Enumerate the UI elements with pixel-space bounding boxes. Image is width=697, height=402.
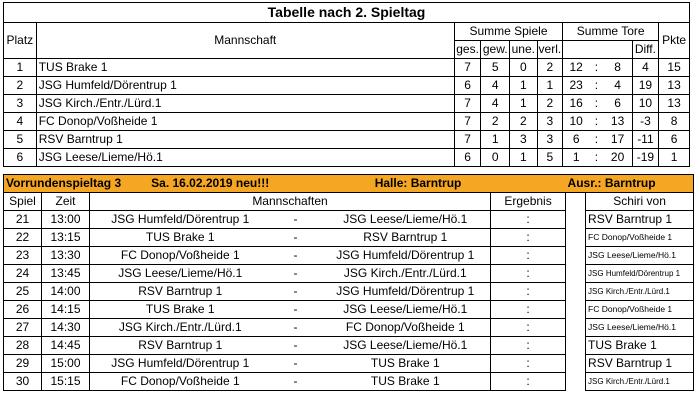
game-gap [566, 229, 586, 247]
standings-tore-plus: 10 [563, 113, 590, 131]
standings-une: 1 [510, 149, 538, 167]
standings-diff: -3 [632, 113, 659, 131]
standings-une: 3 [510, 131, 538, 149]
game-referee: FC Donop/Voßheide 1 [586, 229, 694, 247]
standings-tore-sep: : [589, 59, 603, 77]
standings-verl: 1 [537, 77, 563, 95]
game-row [4, 301, 694, 319]
standings-row [4, 77, 690, 95]
game-dash: - [271, 211, 321, 229]
standings-tore-plus: 16 [563, 95, 590, 113]
standings-ges: 6 [454, 77, 481, 95]
game-result: : [491, 283, 566, 301]
game-referee: TUS Brake 1 [586, 337, 694, 355]
standings-tore-minus: 6 [604, 95, 633, 113]
header-ges: ges. [454, 41, 481, 59]
standings-verl: 2 [537, 95, 563, 113]
game-time: 15:15 [42, 373, 90, 391]
game-gap [566, 247, 586, 265]
standings-ges: 6 [454, 149, 481, 167]
game-time: 13:15 [42, 229, 90, 247]
standings-tore-minus: 20 [604, 149, 633, 167]
header-diff: Diff. [632, 41, 659, 59]
game-row [4, 211, 694, 229]
game-number: 30 [4, 373, 42, 391]
game-result: : [491, 319, 566, 337]
banner-ausr: Ausr.: Barntrup [566, 175, 694, 193]
standings-verl: 2 [537, 59, 563, 77]
standings-row [4, 59, 690, 77]
game-away-team: RSV Barntrup 1 [321, 229, 491, 247]
banner-spieltag: Vorrundenspieltag 3 [6, 176, 122, 190]
game-dash: - [271, 373, 321, 391]
game-time: 14:00 [42, 283, 90, 301]
game-referee: RSV Barntrup 1 [586, 211, 694, 229]
game-time: 14:15 [42, 301, 90, 319]
game-away-team: TUS Brake 1 [321, 373, 491, 391]
standings-une: 2 [510, 113, 538, 131]
game-number: 25 [4, 283, 42, 301]
game-away-team: JSG Humfeld/Dörentrup 1 [321, 283, 491, 301]
game-gap [566, 283, 586, 301]
header-pkte: Pkte [659, 23, 690, 59]
game-away-team: JSG Leese/Lieme/Hö.1 [321, 301, 491, 319]
banner [4, 175, 271, 193]
standings-gew: 2 [481, 113, 510, 131]
game-result: : [491, 211, 566, 229]
standings-tore-minus: 17 [604, 131, 633, 149]
standings-tore-sep: : [589, 95, 603, 113]
standings-verl: 3 [537, 131, 563, 149]
standings-row [4, 149, 690, 167]
game-gap [566, 373, 586, 391]
header-gap [566, 193, 586, 211]
standings-une: 0 [510, 59, 538, 77]
header-summe-spiele: Summe Spiele [454, 23, 562, 41]
schedule-table [3, 174, 694, 391]
game-result: : [491, 301, 566, 319]
game-time: 13:00 [42, 211, 90, 229]
standings-pkte: 13 [659, 77, 690, 95]
game-row [4, 355, 694, 373]
standings-title: Tabelle nach 2. Spieltag [4, 3, 690, 23]
game-gap [566, 355, 586, 373]
standings-tore-minus: 8 [604, 59, 633, 77]
standings-une: 1 [510, 77, 538, 95]
game-home-team: JSG Humfeld/Dörentrup 1 [90, 355, 271, 373]
standings-row [4, 131, 690, 149]
standings-platz: 4 [4, 113, 37, 131]
game-row [4, 283, 694, 301]
game-result: : [491, 265, 566, 283]
standings-tore-sep: : [589, 77, 603, 95]
standings-tore-plus: 23 [563, 77, 590, 95]
game-gap [566, 301, 586, 319]
standings-tore-plus: 12 [563, 59, 590, 77]
game-time: 14:45 [42, 337, 90, 355]
standings-platz: 1 [4, 59, 37, 77]
standings-diff: 10 [632, 95, 659, 113]
standings-platz: 3 [4, 95, 37, 113]
standings-ges: 7 [454, 95, 481, 113]
standings-ges: 7 [454, 131, 481, 149]
standings-diff: 19 [632, 77, 659, 95]
game-row [4, 319, 694, 337]
standings-ges: 7 [454, 113, 481, 131]
game-dash: - [271, 283, 321, 301]
standings-team: JSG Kirch./Entr./Lürd.1 [36, 95, 454, 113]
banner-halle: Halle: Barntrup [271, 175, 566, 193]
game-result: : [491, 229, 566, 247]
game-number: 22 [4, 229, 42, 247]
game-home-team: FC Donop/Voßheide 1 [90, 373, 271, 391]
game-referee: JSG Kirch./Entr./Lürd.1 [586, 283, 694, 301]
game-referee: RSV Barntrup 1 [586, 355, 694, 373]
game-dash: - [271, 355, 321, 373]
standings-gew: 4 [481, 95, 510, 113]
standings-team: RSV Barntrup 1 [36, 131, 454, 149]
game-time: 14:30 [42, 319, 90, 337]
game-referee: JSG Leese/Lieme/Hö.1 [586, 247, 694, 265]
standings-une: 1 [510, 95, 538, 113]
game-number: 26 [4, 301, 42, 319]
standings-tore-sep: : [589, 113, 603, 131]
header-mannschaften: Mannschaften [90, 193, 491, 211]
game-number: 24 [4, 265, 42, 283]
game-gap [566, 265, 586, 283]
game-dash: - [271, 265, 321, 283]
game-away-team: TUS Brake 1 [321, 355, 491, 373]
game-referee: JSG Leese/Lieme/Hö.1 [586, 319, 694, 337]
standings-gew: 1 [481, 131, 510, 149]
header-gew: gew. [481, 41, 510, 59]
game-result: : [491, 355, 566, 373]
game-number: 21 [4, 211, 42, 229]
header-mannschaft: Mannschaft [36, 23, 454, 59]
standings-tore-sep: : [589, 131, 603, 149]
header-zeit: Zeit [42, 193, 90, 211]
game-time: 13:30 [42, 247, 90, 265]
game-dash: - [271, 337, 321, 355]
header-tore-blank [563, 41, 632, 59]
game-dash: - [271, 229, 321, 247]
game-referee: JSG Humfeld/Dörentrup 1 [586, 265, 694, 283]
standings-row [4, 95, 690, 113]
standings-verl: 3 [537, 113, 563, 131]
game-dash: - [271, 301, 321, 319]
header-ergebnis: Ergebnis [491, 193, 566, 211]
standings-team: JSG Humfeld/Dörentrup 1 [36, 77, 454, 95]
standings-tore-plus: 6 [563, 131, 590, 149]
standings-diff: -11 [632, 131, 659, 149]
standings-pkte: 1 [659, 149, 690, 167]
game-home-team: JSG Leese/Lieme/Hö.1 [90, 265, 271, 283]
game-home-team: FC Donop/Voßheide 1 [90, 247, 271, 265]
game-home-team: TUS Brake 1 [90, 229, 271, 247]
game-gap [566, 337, 586, 355]
header-summe-tore: Summe Tore [563, 23, 659, 41]
standings-pkte: 13 [659, 95, 690, 113]
game-gap [566, 211, 586, 229]
game-away-team: JSG Leese/Lieme/Hö.1 [321, 211, 491, 229]
game-home-team: RSV Barntrup 1 [90, 283, 271, 301]
standings-row [4, 113, 690, 131]
standings-tore-sep: : [589, 149, 603, 167]
standings-verl: 5 [537, 149, 563, 167]
standings-pkte: 8 [659, 113, 690, 131]
game-referee: FC Donop/Voßheide 1 [586, 301, 694, 319]
standings-platz: 2 [4, 77, 37, 95]
game-row [4, 337, 694, 355]
header-une: une. [510, 41, 538, 59]
standings-pkte: 15 [659, 59, 690, 77]
game-number: 29 [4, 355, 42, 373]
standings-ges: 7 [454, 59, 481, 77]
game-dash: - [271, 247, 321, 265]
game-number: 28 [4, 337, 42, 355]
standings-diff: 4 [632, 59, 659, 77]
game-dash: - [271, 319, 321, 337]
header-spiel: Spiel [4, 193, 42, 211]
game-away-team: JSG Humfeld/Dörentrup 1 [321, 247, 491, 265]
game-referee: JSG Kirch./Entr./Lürd.1 [586, 373, 694, 391]
game-away-team: FC Donop/Voßheide 1 [321, 319, 491, 337]
standings-platz: 6 [4, 149, 37, 167]
game-number: 23 [4, 247, 42, 265]
standings-tore-minus: 4 [604, 77, 633, 95]
standings-platz: 5 [4, 131, 37, 149]
banner-datum: Sa. 16.02.2019 neu!!! [151, 176, 270, 190]
game-result: : [491, 247, 566, 265]
standings-gew: 0 [481, 149, 510, 167]
header-verl: verl. [537, 41, 563, 59]
game-number: 27 [4, 319, 42, 337]
game-time: 15:00 [42, 355, 90, 373]
game-result: : [491, 373, 566, 391]
standings-gew: 4 [481, 77, 510, 95]
standings-tore-plus: 1 [563, 149, 590, 167]
standings-team: TUS Brake 1 [36, 59, 454, 77]
game-home-team: JSG Kirch./Entr./Lürd.1 [90, 319, 271, 337]
standings-tore-minus: 13 [604, 113, 633, 131]
standings-table [3, 2, 690, 167]
game-row [4, 247, 694, 265]
standings-pkte: 6 [659, 131, 690, 149]
game-home-team: JSG Humfeld/Dörentrup 1 [90, 211, 271, 229]
game-away-team: JSG Kirch./Entr./Lürd.1 [321, 265, 491, 283]
game-gap [566, 319, 586, 337]
game-away-team: JSG Leese/Lieme/Hö.1 [321, 337, 491, 355]
header-platz: Platz [4, 23, 37, 59]
standings-gew: 5 [481, 59, 510, 77]
standings-diff: -19 [632, 149, 659, 167]
game-row [4, 229, 694, 247]
game-home-team: RSV Barntrup 1 [90, 337, 271, 355]
game-row [4, 373, 694, 391]
header-schiri: Schiri von [586, 193, 694, 211]
game-row [4, 265, 694, 283]
standings-team: FC Donop/Voßheide 1 [36, 113, 454, 131]
game-time: 13:45 [42, 265, 90, 283]
game-home-team: TUS Brake 1 [90, 301, 271, 319]
standings-team: JSG Leese/Lieme/Hö.1 [36, 149, 454, 167]
game-result: : [491, 337, 566, 355]
